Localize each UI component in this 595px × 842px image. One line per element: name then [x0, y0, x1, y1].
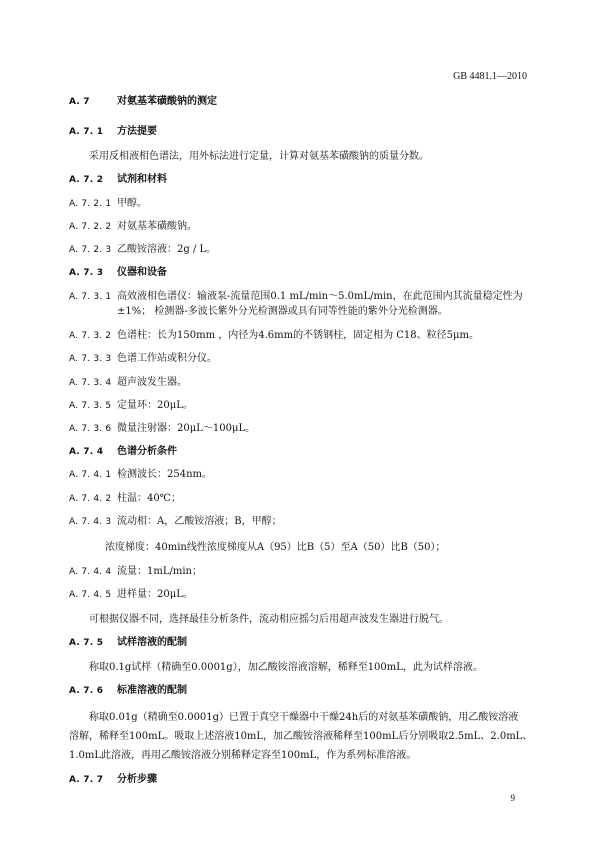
- gradient-line: 浓度梯度：40min线性浓度梯度从A（95）比B（5）至A（50）比B（50）；: [105, 542, 446, 553]
- page-number: 9: [510, 793, 515, 803]
- subsection-heading: A. 7. 3 仪器和设备: [69, 267, 167, 278]
- clause: A. 7. 2. 1 甲醇。: [69, 198, 147, 209]
- subsection-heading: A. 7. 7 分析步骤: [69, 774, 157, 785]
- standard-number: GB 4481.1—2010: [453, 71, 527, 82]
- clause-continuation: ±1%； 检测器-多波长紫外分光检测器或具有同等性能的紫外分光检测器。: [117, 306, 448, 317]
- paragraph-continuation: 1.0mL此溶液，再用乙酸铵溶液分别稀释定容至100mL，作为系列标准溶液。: [69, 750, 417, 761]
- section-heading: A. 7 对氨基苯磺酸钠的测定: [69, 96, 217, 107]
- subsection-heading: A. 7. 4 色谱分析条件: [69, 446, 177, 457]
- paragraph: 可根据仪器不同，选择最佳分析条件，流动相应摇匀后用超声波发生器进行脱气。: [89, 614, 449, 625]
- clause: A. 7. 4. 5 进样量：20μL。: [69, 589, 193, 600]
- clause: A. 7. 4. 3 流动相：A，乙酸铵溶液；B，甲醇；: [69, 516, 282, 527]
- clause: A. 7. 3. 6 微量注射器：20μL～100μL。: [69, 423, 256, 434]
- clause: A. 7. 3. 1 高效液相色谱仪：输液泵-流量范围0.1 mL/min～5.0mL/min，在此范围内其流量稳定性为: [69, 291, 523, 302]
- clause: A. 7. 3. 2 色谱柱：长为150mm ，内径为4.6mm的不锈钢柱，固定相为 C18、粒径5μm。: [69, 330, 479, 341]
- paragraph: 称取0.01g（精确至0.0001g）已置于真空干燥器中干燥24h后的对氨基苯磺酸钠，用乙酸铵溶液: [89, 712, 519, 723]
- clause: A. 7. 2. 2 对氨基苯磺酸钠。: [69, 221, 197, 232]
- paragraph: 称取0.1g试样（精确至0.0001g），加乙酸铵溶液溶解，稀释至100mL，此为试样溶液。: [89, 662, 483, 673]
- clause: A. 7. 3. 4 超声波发生器。: [69, 377, 187, 388]
- clause: A. 7. 4. 4 流量：1mL/min；: [69, 566, 202, 577]
- paragraph: 采用反相液相色谱法，用外标法进行定量，计算对氨基苯磺酸钠的质量分数。: [89, 151, 429, 162]
- clause: A. 7. 2. 3 乙酸铵溶液：2g / L。: [69, 244, 217, 255]
- clause: A. 7. 4. 2 柱温：40℃；: [69, 493, 181, 504]
- subsection-heading: A. 7. 1 方法提要: [69, 126, 157, 137]
- clause: A. 7. 4. 1 检测波长：254nm。: [69, 469, 213, 480]
- subsection-heading: A. 7. 6 标准溶液的配制: [69, 685, 187, 696]
- subsection-heading: A. 7. 2 试剂和材料: [69, 174, 167, 185]
- paragraph-continuation: 溶解，稀释至100mL。吸取上述溶液10mL，加乙酸铵溶液稀释至100mL后分别吸取2.5mL、2.0mL、: [69, 731, 533, 742]
- clause: A. 7. 3. 3 色谱工作站或积分仪。: [69, 353, 217, 364]
- clause: A. 7. 3. 5 定量环：20μL。: [69, 400, 193, 411]
- subsection-heading: A. 7. 5 试样溶液的配制: [69, 637, 187, 648]
